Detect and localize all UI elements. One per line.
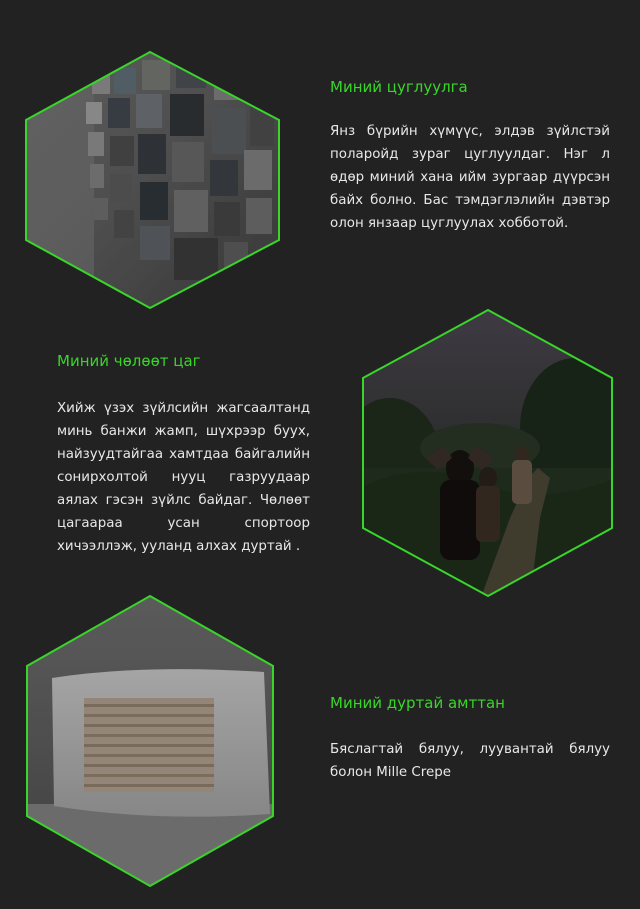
section-text-collection: Янз бүрийн хүмүүс, элдэв зүйлстэй поларойд зураг цуглуулдаг. Нэг л өдөр миний хана ийм зургаар дүүрсэн байх болно. Бас тэмдэглэлийн дэвтэр олон янзаар цуглуулах хобботой. [330,124,610,231]
polaroid-wall-image [24,50,284,312]
mille-crepe-cake-image [24,594,276,888]
hex-image-dessert [24,594,276,888]
hex-image-free-time [360,308,616,600]
hex-image-collection [24,50,284,312]
section-text-free-time: Хийж үзэх зүйлсийн жагсаалтанд минь банжи жамп, шүхрээр буух, найзуудтайгаа хамтдаа байгалийн сонирхолтой нууц газруудаар аялах гэсэн зүйлс байдаг. Чөлөөт цагаараа усан спортоор хичээллэж, ууланд алхах дуртай . [57,401,310,554]
section-title-dessert: Миний дуртай амттан [330,694,505,712]
section-text-dessert: Бяслагтай бялуу, луувантай бялуу болон Mille Crepe [330,742,610,780]
hiking-trail-image [360,308,616,600]
section-title-collection: Миний цуглуулга [330,78,468,96]
section-title-free-time: Миний чөлөөт цаг [57,352,201,370]
